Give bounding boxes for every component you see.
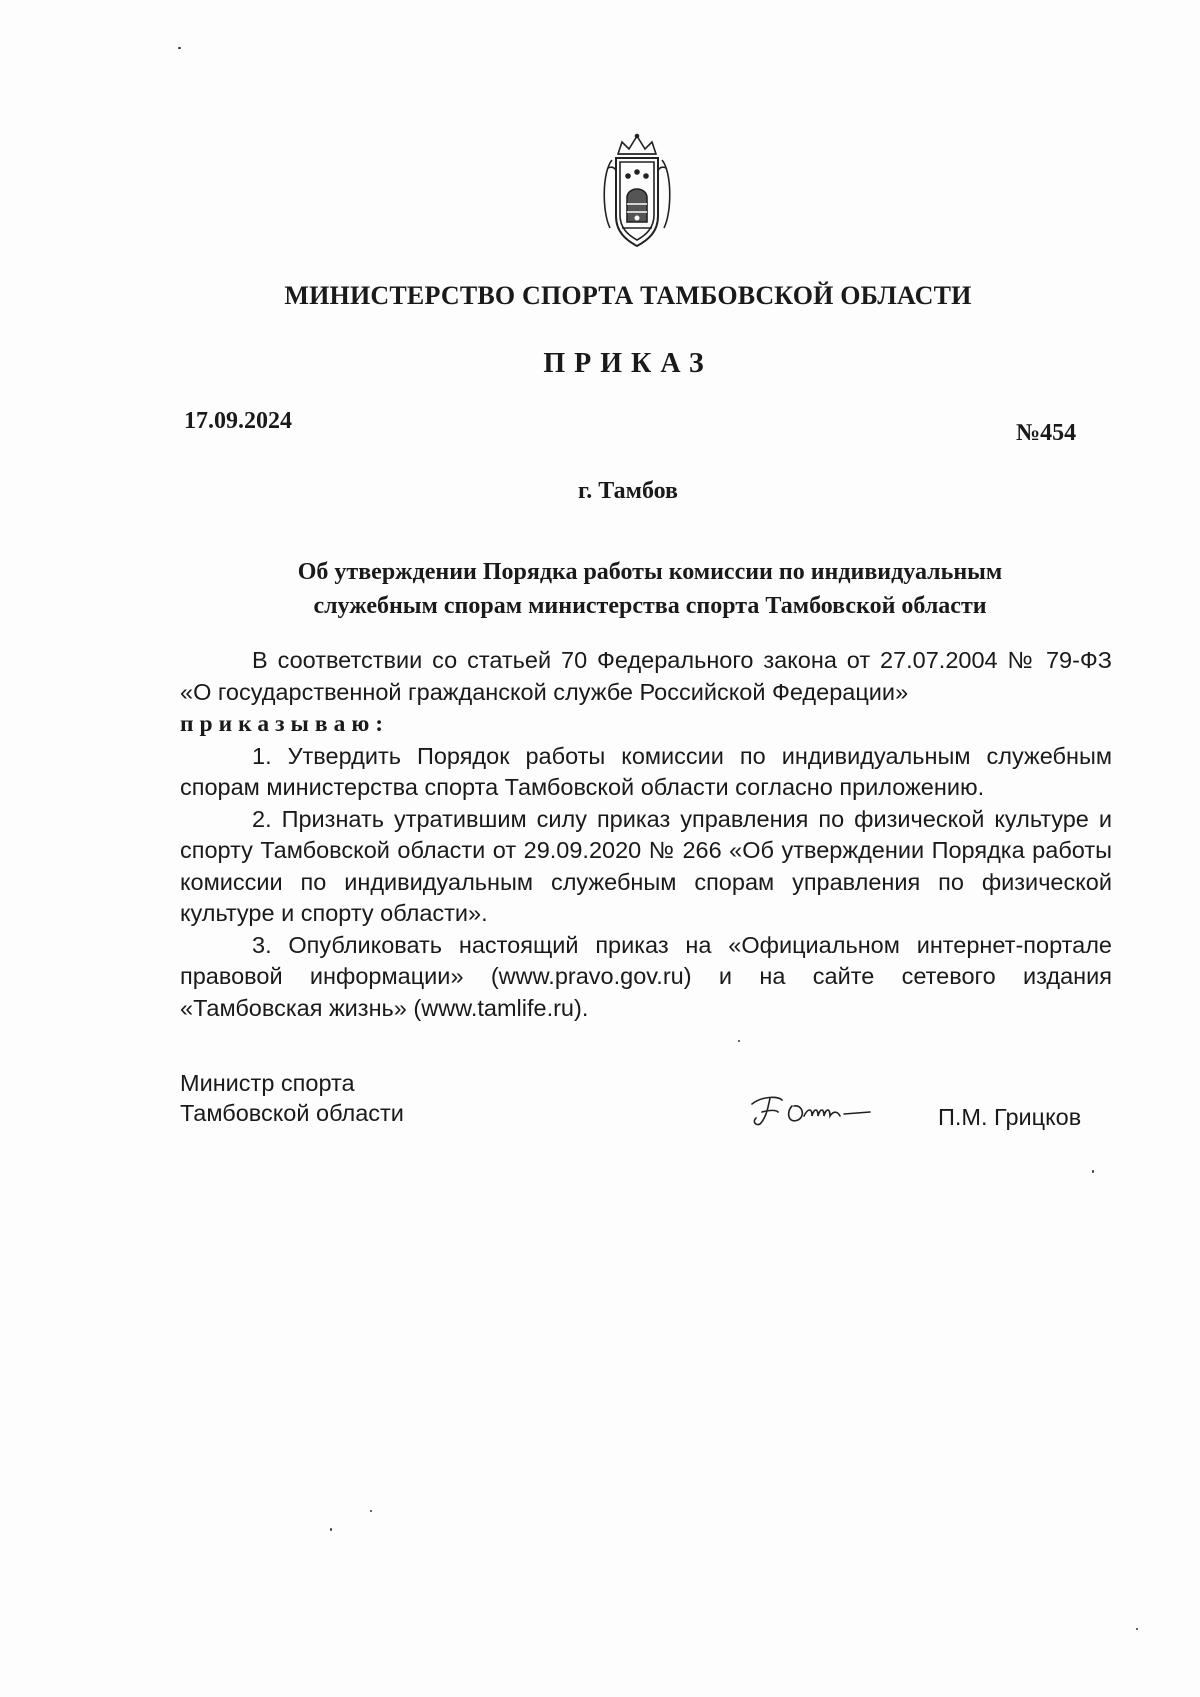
handwritten-signature-icon <box>748 1092 888 1128</box>
signatory-name: П.М. Грицков <box>938 1104 1082 1130</box>
scan-speck <box>178 47 181 49</box>
signatory-title-line-1: Министр спорта <box>180 1070 355 1096</box>
subject-line-1: Об утверждении Порядка работы комиссии по индивидуальным <box>297 559 1003 585</box>
document-body <box>180 645 1112 1024</box>
tambov-coat-of-arms-icon <box>598 132 676 252</box>
body-item-3: 3. Опубликовать настоящий приказ на «Официальном интернет-портале правовой информации» (www.pravo.gov.ru) и на сайте сетевого издания «Тамбовская жизнь» (www.tamlife.ru). <box>180 931 1112 1021</box>
document-date: 17.09.2024 <box>184 408 292 434</box>
order-word: приказываю: <box>180 711 390 737</box>
subject-line-2: служебным спорам министерства спорта Тамбовской области <box>313 593 987 619</box>
intro-text: В соответствии со статьей 70 Федерального закона от 27.07.2004 № 79-ФЗ «О государственной гражданской службе Российской Федерации» <box>180 647 1112 705</box>
document-subject <box>180 555 1120 623</box>
signatory-title <box>180 1068 404 1128</box>
scan-speck <box>738 1040 740 1042</box>
document-type: ПРИКАЗ <box>543 348 713 379</box>
scan-speck <box>1136 1628 1138 1630</box>
document-city: г. Тамбов <box>578 478 678 504</box>
ministry-name: МИНИСТЕРСТВО СПОРТА ТАМБОВСКОЙ ОБЛАСТИ <box>284 281 972 310</box>
body-item-1: 1. Утвердить Порядок работы комиссии по индивидуальным служебным спорам министерства спорта Тамбовской области согласно приложению. <box>180 742 1112 800</box>
body-item-2: 2. Признать утратившим силу приказ управления по физической культуре и спорту Тамбовской области от 29.09.2020 № 266 «Об утверждении Порядка работы комиссии по индивидуальным служебным спорам управления по физической культуре и спорту области». <box>180 805 1112 926</box>
document-number: №454 <box>1016 420 1077 446</box>
scan-speck <box>370 1510 372 1512</box>
order-paragraph <box>180 708 1112 741</box>
scan-speck <box>330 1528 332 1531</box>
scan-speck <box>1092 1170 1094 1173</box>
signatory-title-line-2: Тамбовской области <box>180 1100 404 1126</box>
body-intro <box>180 645 1112 708</box>
